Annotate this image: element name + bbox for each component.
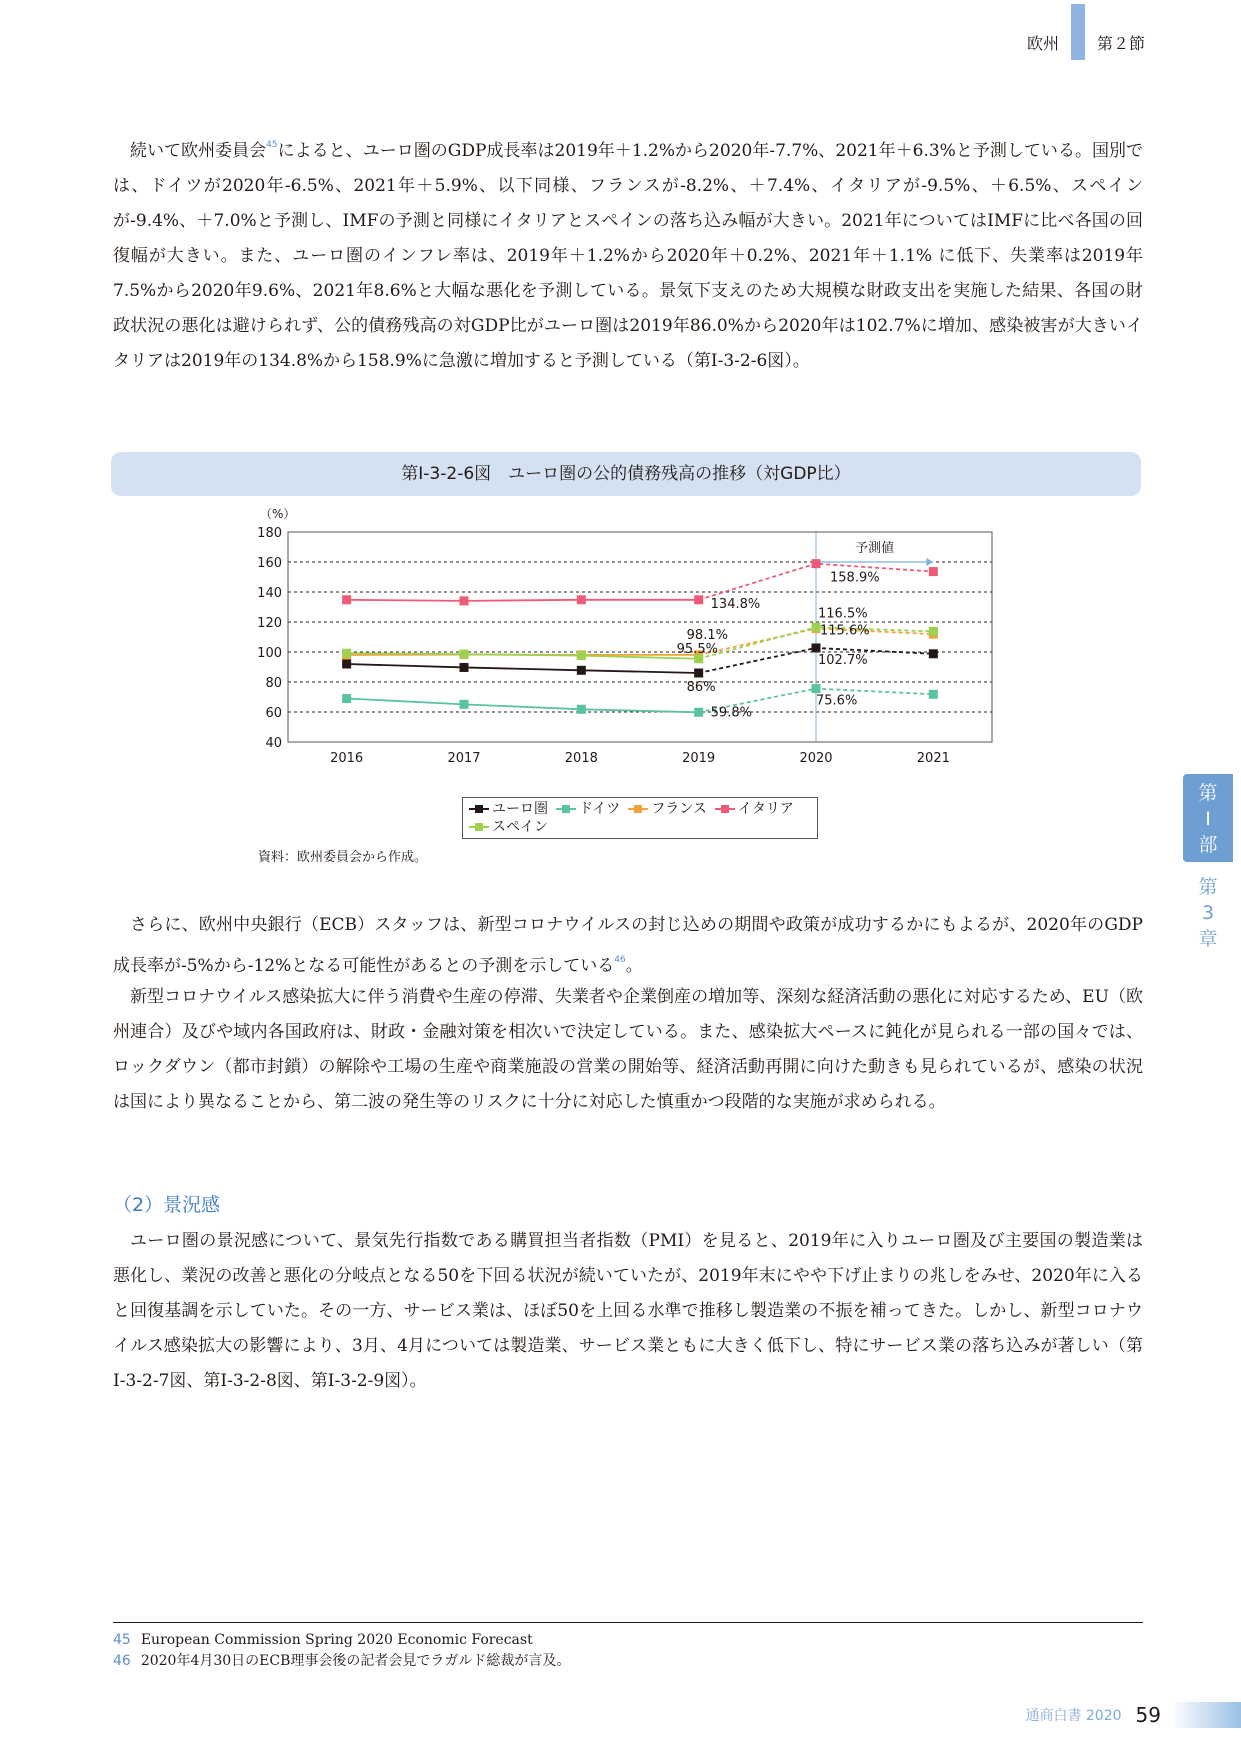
data-point--2020 — [812, 559, 821, 568]
footnote-text: 2020年4月30日のECB理事会後の記者会見でラガルド総裁が言及。 — [140, 1653, 571, 1669]
y-tick-label-80: 80 — [265, 676, 282, 691]
debt-ratio-line-chart — [250, 506, 1000, 846]
footnote-divider — [113, 1622, 1143, 1623]
data-point--2020 — [812, 684, 821, 693]
y-tick-label-100: 100 — [257, 646, 282, 661]
y-tick-label-60: 60 — [265, 706, 282, 721]
data-point--2018 — [577, 595, 586, 604]
y-tick-label-180: 180 — [257, 526, 282, 541]
body-paragraph-4: ユーロ圏の景況感について、景気先行指数である購買担当者指数（PMI）を見ると、2019年に入りユーロ圏及び主要国の製造業は悪化し、業況の改善と悪化の分岐点となる50を下回る状況が続いていたが、2019年末にやや下げ止まりの兆しをみせ、2020年に入ると回復基調を示していた。その一方、サービス業は、ほぼ50を上回る水準で推移し製造業の不振を補ってきた。しかし、新型コロナウイルス感染拡大の影響により、3月、4月については製造業、サービス業ともに大きく低下し、特にサービス業の落ち込みが著しい（第Ⅰ-3-2-7図、第Ⅰ-3-2-8図、第Ⅰ-3-2-9図）。 — [113, 1231, 1143, 1391]
body-paragraph-2 — [113, 908, 1143, 984]
series-line- — [347, 699, 699, 713]
p1-text-b: によると、ユーロ圏のGDP成長率は2019年＋1.2%から2020年-7.7%、2021年＋6.3%と予測している。国別では、ドイツが2020年-6.5%、2021年＋5.9%、以下同様、フランスが-8.2%、＋7.4%、イタリアが-9.5%、＋6.5%、スペインが-9.4%、＋7.0%と予測し、IMFの予測と同様にイタリアとスペインの落ち込み幅が大きい。2021年についてはIMFに比べ各国の回復幅が大きい。また、ユーロ圏のインフレ率は、2019年＋1.2%から2020年＋0.2%、2021年＋1.1% に低下、失業率は2019年7.5%から2020年9.6%、2021年8.6%と大幅な悪化を予測している。景気下支えのため大規模な財政支出を実施した結果、各国の財政状況の悪化は避けられず、公的債務残高の対GDP比がユーロ圏は2019年86.0%から2020年は102.7%に増加、感染被害が大きいイタリアは2019年の134.8%から158.9%に急激に増加すると予測している（第Ⅰ-3-2-6図）。 — [113, 141, 1144, 371]
data-point--2021 — [929, 649, 938, 658]
legend-swatch-icon — [628, 804, 648, 814]
x-tick-label-2019: 2019 — [682, 751, 716, 766]
series-line- — [347, 664, 699, 673]
part-tab[interactable] — [1183, 774, 1233, 862]
data-point--2017 — [460, 596, 469, 605]
y-tick-label-40: 40 — [265, 736, 282, 751]
figure-source: 資料：欧州委員会から作成。 — [258, 850, 428, 865]
chapter-tab-char-3: 章 — [1198, 928, 1218, 950]
section-subheading: （2）景況感 — [113, 1194, 221, 1216]
y-axis-unit-label: （%） — [260, 507, 296, 521]
header-divider-bar — [1071, 4, 1085, 60]
data-point--2018 — [577, 651, 586, 660]
y-tick-label-160: 160 — [257, 556, 282, 571]
x-tick-label-2021: 2021 — [916, 751, 950, 766]
part-tab-char-2: Ⅰ — [1205, 808, 1211, 830]
x-tick-label-2020: 2020 — [799, 751, 833, 766]
part-tab-char-3: 部 — [1198, 834, 1218, 856]
legend-entry- — [556, 800, 620, 818]
data-point--2018 — [577, 705, 586, 714]
footnote-ref-46[interactable]: 46 — [614, 955, 626, 965]
data-point--2019 — [694, 595, 703, 604]
chart-legend — [462, 797, 818, 839]
legend-entry- — [628, 800, 707, 818]
data-label--2020: 158.9% — [830, 570, 880, 586]
data-point--2017 — [460, 700, 469, 709]
running-header — [1027, 24, 1241, 60]
data-label--2020: 102.7% — [818, 652, 868, 668]
legend-label: ユーロ圏 — [492, 801, 548, 817]
legend-label: スペイン — [492, 819, 548, 835]
x-tick-label-2017: 2017 — [447, 751, 481, 766]
footnote-46 — [113, 1651, 570, 1671]
data-point--2017 — [460, 650, 469, 659]
footnote-45 — [113, 1630, 533, 1650]
data-point--2021 — [929, 690, 938, 699]
page-number: 59 — [1135, 1703, 1161, 1727]
legend-label: ドイツ — [579, 801, 621, 817]
data-point--2016 — [342, 694, 351, 703]
body-paragraph-3: 新型コロナウイルス感染拡大に伴う消費や生産の停滞、失業者や企業倒産の増加等、深刻な経済活動の悪化に対応するため、EU（欧州連合）及びや域内各国政府は、財政・金融対策を相次いで決定している。また、感染拡大ペースに鈍化が見られる一部の国々では、ロックダウン（都市封鎖）の解除や工場の生産や商業施設の営業の開始等、経済活動再開に向けた動きも見られているが、感染の状況は国により異なることから、第二波の発生等のリスクに十分に対応した慎重かつ段階的な実施が求められる。 — [113, 987, 1143, 1112]
data-label--2019: 134.8% — [710, 596, 761, 612]
part-tab-char-1: 第 — [1198, 782, 1218, 804]
footnote-number: 46 — [113, 1653, 131, 1669]
y-tick-label-140: 140 — [257, 586, 282, 601]
legend-swatch-icon — [469, 804, 489, 814]
p2-text-a: さらに、欧州中央銀行（ECB）スタッフは、新型コロナウイルスの封じ込めの期間や政策が成功するかにもよるが、2020年のGDP成長率が-5%から-12%となる可能性があるとの予測を示している — [113, 915, 1143, 976]
legend-entry- — [715, 800, 794, 818]
data-point--2019 — [694, 708, 703, 717]
series-line- — [347, 600, 699, 601]
x-tick-label-2018: 2018 — [564, 751, 598, 766]
footer-bar — [1171, 1702, 1241, 1728]
publication-name: 通商白書 2020 — [1025, 1708, 1122, 1724]
chapter-label: 第２節 — [1096, 33, 1145, 53]
chapter-tab-char-1: 第 — [1198, 876, 1218, 898]
data-point--2019 — [694, 669, 703, 678]
body-paragraph-1 — [113, 128, 1143, 379]
y-tick-label-120: 120 — [257, 616, 282, 631]
legend-label: イタリア — [737, 801, 794, 817]
forecast-arrow-head — [926, 558, 933, 566]
data-point--2020 — [812, 643, 821, 652]
page-footer — [1025, 1700, 1241, 1730]
legend-swatch-icon — [469, 822, 489, 832]
legend-entry- — [469, 818, 548, 836]
p1-text-a: 続いて欧州委員会 — [130, 141, 267, 161]
data-point--2016 — [342, 595, 351, 604]
footnote-ref-45[interactable]: 45 — [266, 140, 278, 150]
data-label--2020: 115.6% — [820, 623, 870, 639]
data-label--2019: 86% — [686, 680, 716, 695]
data-label--2020: 75.6% — [816, 693, 858, 709]
data-label--2020: 116.5% — [818, 606, 868, 622]
data-point--2021 — [929, 567, 938, 576]
data-point--2021 — [929, 627, 938, 636]
legend-swatch-icon — [556, 804, 576, 814]
footnote-text: European Commission Spring 2020 Economic Forecast — [140, 1632, 533, 1648]
legend-label: フランス — [651, 801, 707, 817]
chapter-tab[interactable] — [1183, 874, 1233, 952]
section-label: 欧州 — [1026, 33, 1059, 53]
chart-data-labels — [677, 571, 880, 721]
data-label--2019: 59.8% — [710, 705, 752, 721]
data-point--2016 — [342, 660, 351, 669]
figure-title: 第Ⅰ-3-2-6図 ユーロ圏の公的債務残高の推移（対GDP比） — [111, 452, 1141, 496]
data-point--2017 — [460, 663, 469, 672]
p2-text-b: 。 — [625, 956, 643, 976]
chapter-tab-char-2: 3 — [1201, 902, 1215, 924]
x-tick-label-2016: 2016 — [330, 751, 364, 766]
data-point--2016 — [342, 649, 351, 658]
legend-entry- — [469, 800, 548, 818]
data-label--2019: 95.5% — [676, 641, 718, 657]
legend-swatch-icon — [715, 804, 735, 814]
footnote-number: 45 — [113, 1632, 131, 1648]
data-label--2019: 98.1% — [686, 627, 728, 643]
forecast-label: 予測値 — [855, 541, 895, 556]
data-point--2018 — [577, 666, 586, 675]
